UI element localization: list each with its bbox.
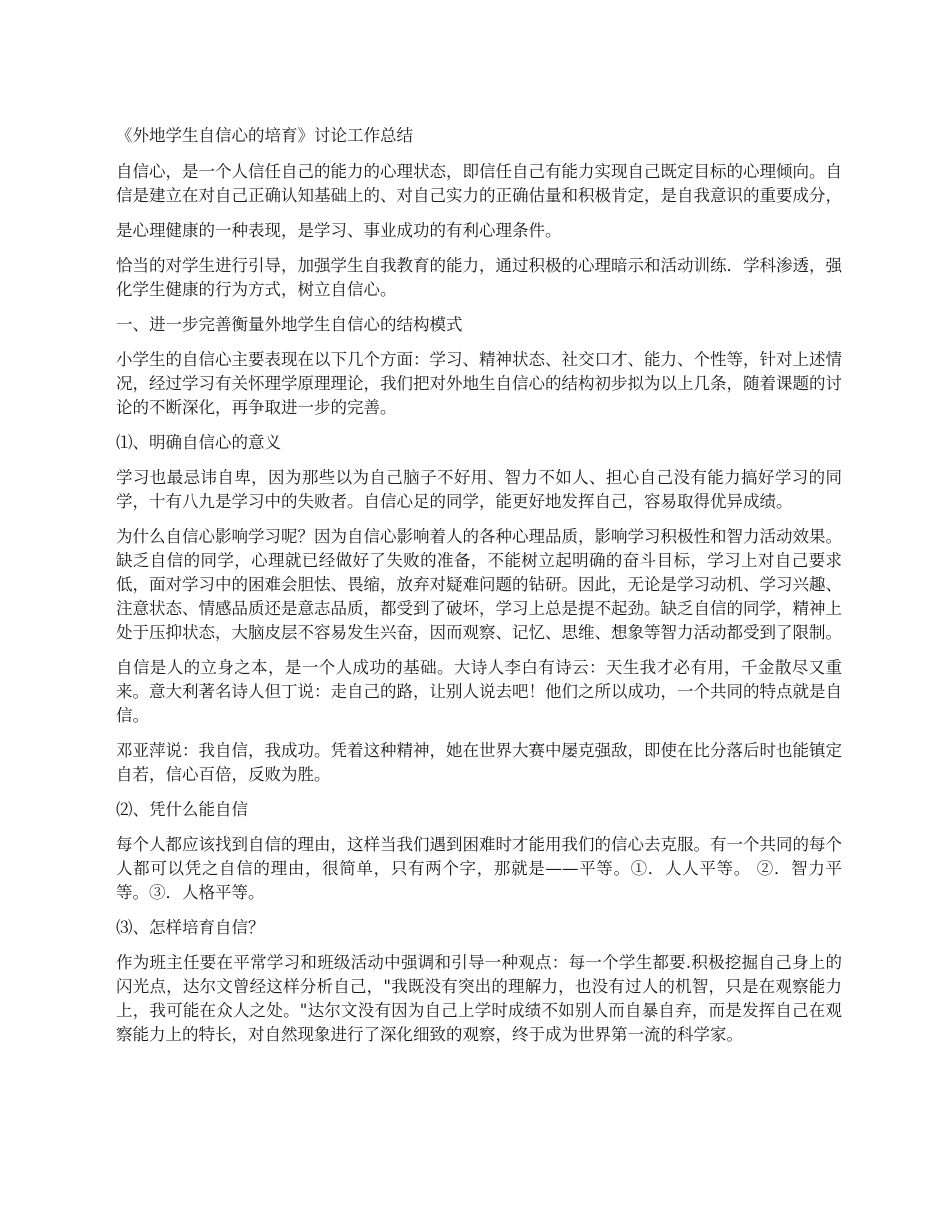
paragraph-equality: 每个人都应该找到自信的理由，这样当我们遇到困难时才能用我们的信心去克服。有一个共同的每个人都可以凭之自信的理由，很简单，只有两个字，那就是——平等。①．人人平等。 ②．智力平等。③．人格平等。 (116, 835, 842, 902)
paragraph-why-confidence: 为什么自信心影响学习呢？因为自信心影响着人的各种心理品质，影响学习积极性和智力活动效果。缺乏自信的同学，心理就已经做好了失败的准备，不能树立起明确的奋斗目标，学习上对自己要求低，面对学习中的困难会胆怯、畏缩，放弃对疑难问题的钻研。因此，无论是学习动机、学习兴趣、注意状态、情感品质还是意志品质，都受到了破坏，学习上总是提不起劲。缺乏自信的同学，精神上处于压抑状态，大脑皮层不容易发生兴奋，因而观察、记忆、思维、想象等智力活动都受到了限制。 (116, 527, 842, 642)
document-body (116, 124, 842, 1058)
paragraph-mental-health: 是心理健康的一种表现，是学习、事业成功的有利心理条件。 (116, 221, 562, 240)
paragraph-darwin: 作为班主任要在平常学习和班级活动中强调和引导一种观点：每一个学生都要.积极挖掘自己身上的闪光点，达尔文曾经这样分析自己，"我既没有突出的理解力，也没有过人的机智，只是在观察能力上，我可能在众人之处。"达尔文没有因为自己上学时成绩不如别人而自暴自弃，而是发挥自己在观察能力上的特长，对自然现象进行了深化细致的观察，终于成为世界第一流的科学家。 (116, 953, 842, 1044)
subsection-heading-2: ⑵、凭什么能自信 (116, 800, 248, 819)
subsection-heading-3: ⑶、怎样培育自信？ (116, 918, 265, 937)
paragraph-foundation: 自信是人的立身之本，是一个人成功的基础。大诗人李白有诗云：天生我才必有用，千金散尽又重来。意大利著名诗人但丁说：走自己的路，让别人说去吧！他们之所以成功，一个共同的特点就是自信。 (116, 658, 842, 725)
paragraph-guidance: 恰当的对学生进行引导，加强学生自我教育的能力，通过积极的心理暗示和活动训练．学科渗透，强化学生健康的行为方式，树立自信心。 (116, 256, 842, 299)
paragraph-inferiority: 学习也最忌讳自卑，因为那些以为自己脑子不好用、智力不如人、担心自己没有能力搞好学习的同学，十有八九是学习中的失败者。自信心足的同学，能更好地发挥自己，容易取得优异成绩。 (116, 468, 842, 511)
subsection-heading-1: ⑴、明确自信心的意义 (116, 433, 281, 452)
section-heading-1: 一、进一步完善衡量外地学生自信心的结构模式 (116, 315, 463, 334)
document-title: 《外地学生自信心的培育》讨论工作总结 (116, 126, 413, 145)
paragraph-deng-yaping: 邓亚萍说：我自信，我成功。凭着这种精神，她在世界大赛中屡克强敌，即使在比分落后时也能镇定自若，信心百倍，反败为胜。 (116, 741, 842, 784)
paragraph-definition: 自信心，是一个人信任自己的能力的心理状态，即信任自己有能力实现自己既定目标的心理倾向。自信是建立在对自己正确认知基础上的、对自己实力的正确估量和积极肯定，是自我意识的重要成分， (116, 162, 842, 205)
paragraph-structure: 小学生的自信心主要表现在以下几个方面：学习、精神状态、社交口才、能力、个性等，针对上述情况，经过学习有关怀理学原理理论，我们把对外地生自信心的结构初步拟为以上几条，随着课题的讨论的不断深化，再争取进一步的完善。 (116, 350, 842, 417)
